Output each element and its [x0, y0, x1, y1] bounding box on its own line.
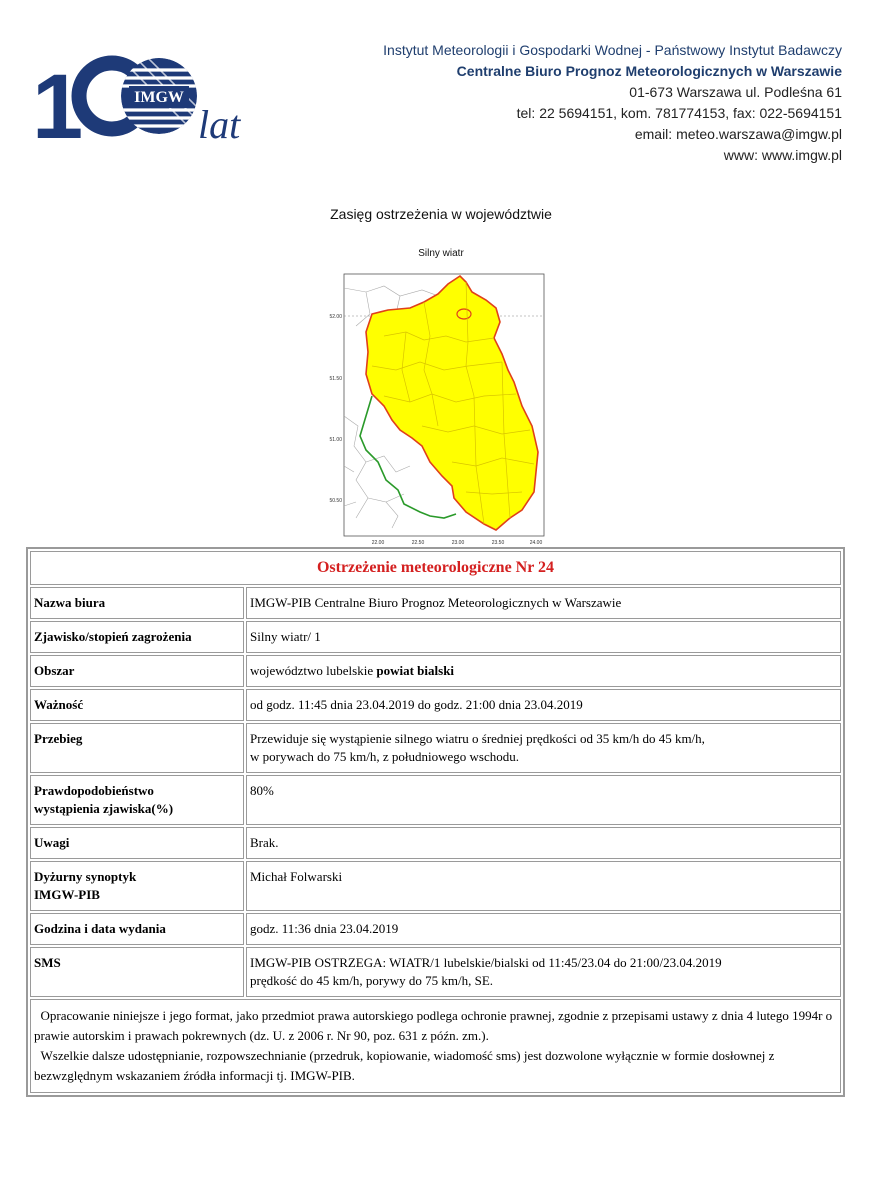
label-line-1: Dyżurny synoptyk: [34, 869, 137, 884]
row-label: Przebieg: [30, 723, 244, 773]
lat-tick: 51.50: [329, 376, 342, 382]
lat-tick: 51.00: [329, 437, 342, 443]
table-row: [30, 587, 841, 619]
row-value: IMGW-PIB Centralne Biuro Prognoz Meteorologicznych w Warszawie: [246, 587, 841, 619]
row-value: [246, 655, 841, 687]
course-line-1: Przewiduje się wystąpienie silnego wiatru o średniej prędkości od 35 km/h do 45 km/h,: [250, 731, 705, 746]
logo-number: 1: [32, 56, 84, 150]
row-value: od godz. 11:45 dnia 23.04.2019 do godz. 21:00 dnia 23.04.2019: [246, 689, 841, 721]
copyright-note: [30, 999, 841, 1093]
area-county: powiat bialski: [376, 663, 455, 678]
row-value: Silny wiatr/ 1: [246, 621, 841, 653]
row-label: Ważność: [30, 689, 244, 721]
table-row: [30, 913, 841, 945]
lon-tick: 22.50: [411, 540, 425, 546]
sms-line-2: prędkość do 45 km/h, porywy do 75 km/h, SE.: [250, 973, 494, 988]
lon-tick: 23.50: [491, 540, 505, 546]
map-title: Zasięg ostrzeżenia w województwie: [330, 206, 552, 222]
map-subtitle: Silny wiatr: [418, 248, 464, 259]
logo-suffix: lat: [198, 102, 241, 147]
warning-title: Ostrzeżenie meteorologiczne Nr 24: [30, 551, 841, 585]
bureau-name: Centralne Biuro Prognoz Meteorologicznych w Warszawie: [456, 63, 842, 79]
logo-seal-text: IMGW: [134, 89, 184, 106]
row-value: godz. 11:36 dnia 23.04.2019: [246, 913, 841, 945]
table-row: [30, 689, 841, 721]
row-value: 80%: [246, 775, 841, 825]
www-link[interactable]: www: www.imgw.pl: [723, 147, 842, 163]
table-row: [30, 775, 841, 825]
row-value: Brak.: [246, 827, 841, 859]
table-row: [30, 999, 841, 1093]
table-row: [30, 947, 841, 997]
row-label: Zjawisko/stopień zagrożenia: [30, 621, 244, 653]
row-label: [30, 861, 244, 911]
row-label: [30, 775, 244, 825]
label-line-1: Prawdopodobieństwo: [34, 783, 154, 798]
institute-name: Instytut Meteorologii i Gospodarki Wodnej - Państwowy Instytut Badawczy: [383, 42, 842, 58]
warning-table: [26, 547, 845, 1097]
row-label: Godzina i data wydania: [30, 913, 244, 945]
address: 01-673 Warszawa ul. Podleśna 61: [629, 84, 842, 100]
table-row: [30, 655, 841, 687]
lat-tick: 50.50: [329, 498, 342, 504]
row-label: Nazwa biura: [30, 587, 244, 619]
label-line-2: IMGW-PIB: [34, 887, 100, 902]
lon-tick: 23.00: [451, 540, 465, 546]
row-label: SMS: [30, 947, 244, 997]
table-row: [30, 551, 841, 585]
label-line-2: wystąpienia zjawiska(%): [34, 801, 174, 816]
sms-line-1: IMGW-PIB OSTRZEGA: WIATR/1 lubelskie/bialski od 11:45/23.04 do 21:00/23.04.2019: [250, 955, 722, 970]
note-paragraph-2: Wszelkie dalsze udostępnianie, rozpowszechnianie (przedruk, kopiowanie, wiadomość sms) jest dozwolone wyłącznie w formie dosłownej z bezwzględnym wskazaniem źródła informacji tj. IMGW-PIB.: [34, 1048, 775, 1083]
phone-info: tel: 22 5694151, kom. 781774153, fax: 022-5694151: [516, 105, 842, 121]
lon-tick: 24.00: [529, 540, 543, 546]
table-row: [30, 827, 841, 859]
imgw-100-lat-logo: [32, 40, 262, 150]
row-value: [246, 723, 841, 773]
email-link[interactable]: email: meteo.warszawa@imgw.pl: [634, 126, 842, 142]
note-paragraph-1: Opracowanie niniejsze i jego format, jako przedmiot prawa autorskiego podlega ochronie prawnej, zgodnie z przepisami ustawy z dnia 4 lutego 1994r o prawie autorskim i prawach pokrewnych (dz. U. z 2006 r. Nr 90, poz. 631 z późn. zm.).: [34, 1008, 833, 1043]
row-label: Uwagi: [30, 827, 244, 859]
table-row: [30, 861, 841, 911]
table-row: [30, 621, 841, 653]
row-value: [246, 947, 841, 997]
row-value: Michał Folwarski: [246, 861, 841, 911]
lon-tick: 22.00: [371, 540, 385, 546]
row-label: Obszar: [30, 655, 244, 687]
table-row: [30, 723, 841, 773]
lat-tick: 52.00: [329, 314, 342, 320]
course-line-2: w porywach do 75 km/h, z południowego wschodu.: [250, 749, 519, 764]
header-info: [383, 40, 842, 166]
warning-area-map: [326, 266, 552, 548]
area-region: województwo lubelskie: [250, 663, 374, 678]
